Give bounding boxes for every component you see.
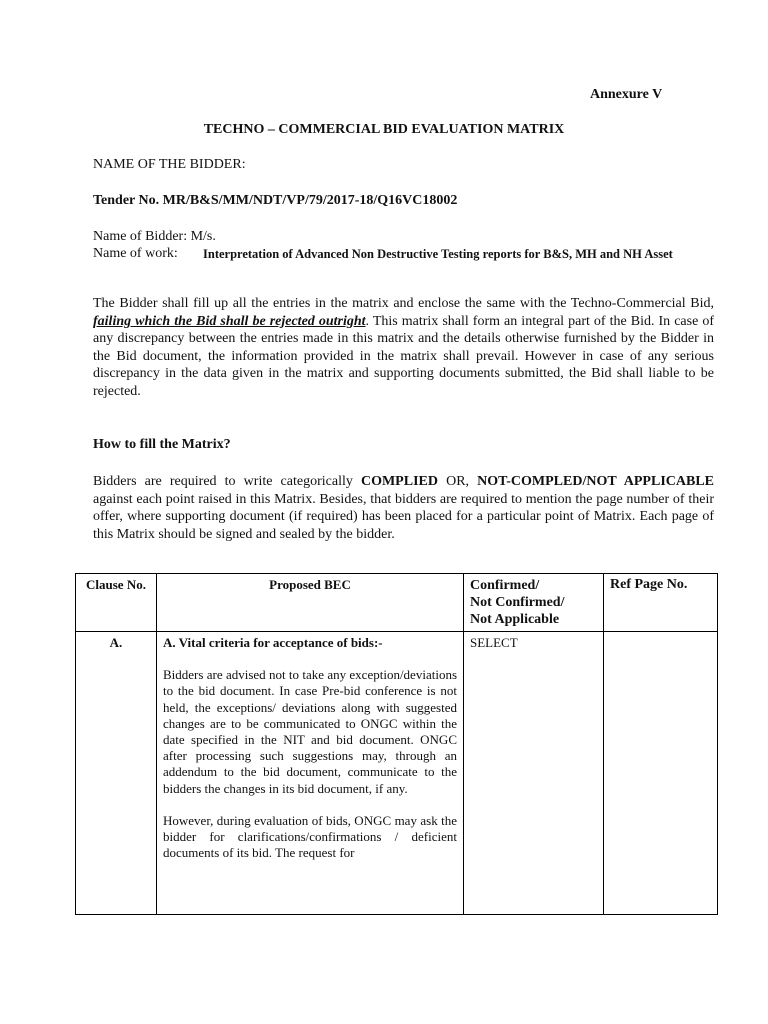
bec-matrix-table bbox=[75, 573, 718, 915]
ref-page-header: Ref Page No. bbox=[604, 574, 718, 632]
criteria-paragraph-1: Bidders are advised not to take any exception/deviations to the bid document. In case Pre-bid conference is not held, the exceptions/ deviations along with suggested changes are to be communicated to ONGC within the date specified in the NIT and bid document. ONGC after processing such suggestions may, through an addendum to the bid document, communicate to the bidders the changes in its bid document, if any. bbox=[163, 667, 457, 796]
tender-number: Tender No. MR/B&S/MM/NDT/VP/79/2017-18/Q16VC18002 bbox=[93, 193, 458, 208]
name-of-work-value: Interpretation of Advanced Non Destructive Testing reports for B&S, MH and NH Asset bbox=[203, 247, 673, 261]
instructions-text-start: Bidders are required to write categorically bbox=[93, 474, 361, 489]
confirmation-select[interactable]: SELECT bbox=[464, 632, 604, 915]
rejection-warning: failing which the Bid shall be rejected outright bbox=[93, 313, 366, 329]
table-row bbox=[76, 632, 718, 915]
criteria-paragraph-2: However, during evaluation of bids, ONGC may ask the bidder for clarifications/confirmations / deficient documents of its bid. The request for bbox=[163, 812, 457, 861]
confirmed-header-line1: Confirmed/ bbox=[470, 578, 540, 593]
instructions-paragraph bbox=[93, 473, 714, 543]
name-of-bidder-heading: NAME OF THE BIDDER: bbox=[93, 157, 246, 172]
intro-paragraph bbox=[93, 295, 714, 401]
proposed-bec-cell bbox=[157, 632, 464, 915]
document-title: TECHNO – COMMERCIAL BID EVALUATION MATRIX bbox=[203, 122, 565, 137]
confirmed-header-line2: Not Confirmed/ bbox=[470, 595, 565, 610]
intro-text-end: . This matrix shall form an integral part of the Bid. In case of any discrepancy between the entries made in this matrix and the details otherwise furnished by the Bidder in the Bid document, the information provided in the matrix shall prevail. However in case of any serious discrepancy in the data given in the matrix and supporting documents submitted, the Bid shall liable to be rejected. bbox=[93, 313, 715, 399]
instructions-text-end: against each point raised in this Matrix. Besides, that bidders are required to mention the page number of their offer, where supporting document (if required) has been placed for a particular point of Matrix. Each page of this Matrix should be signed and sealed by the bidder. bbox=[93, 491, 714, 542]
clause-cell: A. bbox=[76, 632, 157, 915]
instructions-or: OR, bbox=[437, 474, 478, 489]
not-complied-keyword: NOT-COMPLED/NOT APPLICABLE bbox=[477, 474, 714, 489]
criteria-heading: A. Vital criteria for acceptance of bids:- bbox=[163, 635, 383, 650]
annexure-label: Annexure V bbox=[590, 87, 663, 102]
confirmed-header bbox=[464, 574, 604, 632]
name-of-work-label: Name of work: bbox=[93, 246, 178, 261]
clause-no-header: Clause No. bbox=[76, 574, 157, 632]
table-header-row bbox=[76, 574, 718, 632]
name-of-bidder-field: Name of Bidder: M/s. bbox=[93, 229, 216, 244]
ref-page-cell[interactable] bbox=[604, 632, 718, 915]
intro-text-start: The Bidder shall fill up all the entries in the matrix and enclose the same with the Techno-Commercial Bid, bbox=[93, 296, 714, 311]
proposed-bec-header: Proposed BEC bbox=[157, 574, 464, 632]
confirmed-header-line3: Not Applicable bbox=[470, 612, 560, 627]
complied-keyword: COMPLIED bbox=[360, 474, 438, 489]
how-to-fill-heading: How to fill the Matrix? bbox=[93, 437, 231, 452]
